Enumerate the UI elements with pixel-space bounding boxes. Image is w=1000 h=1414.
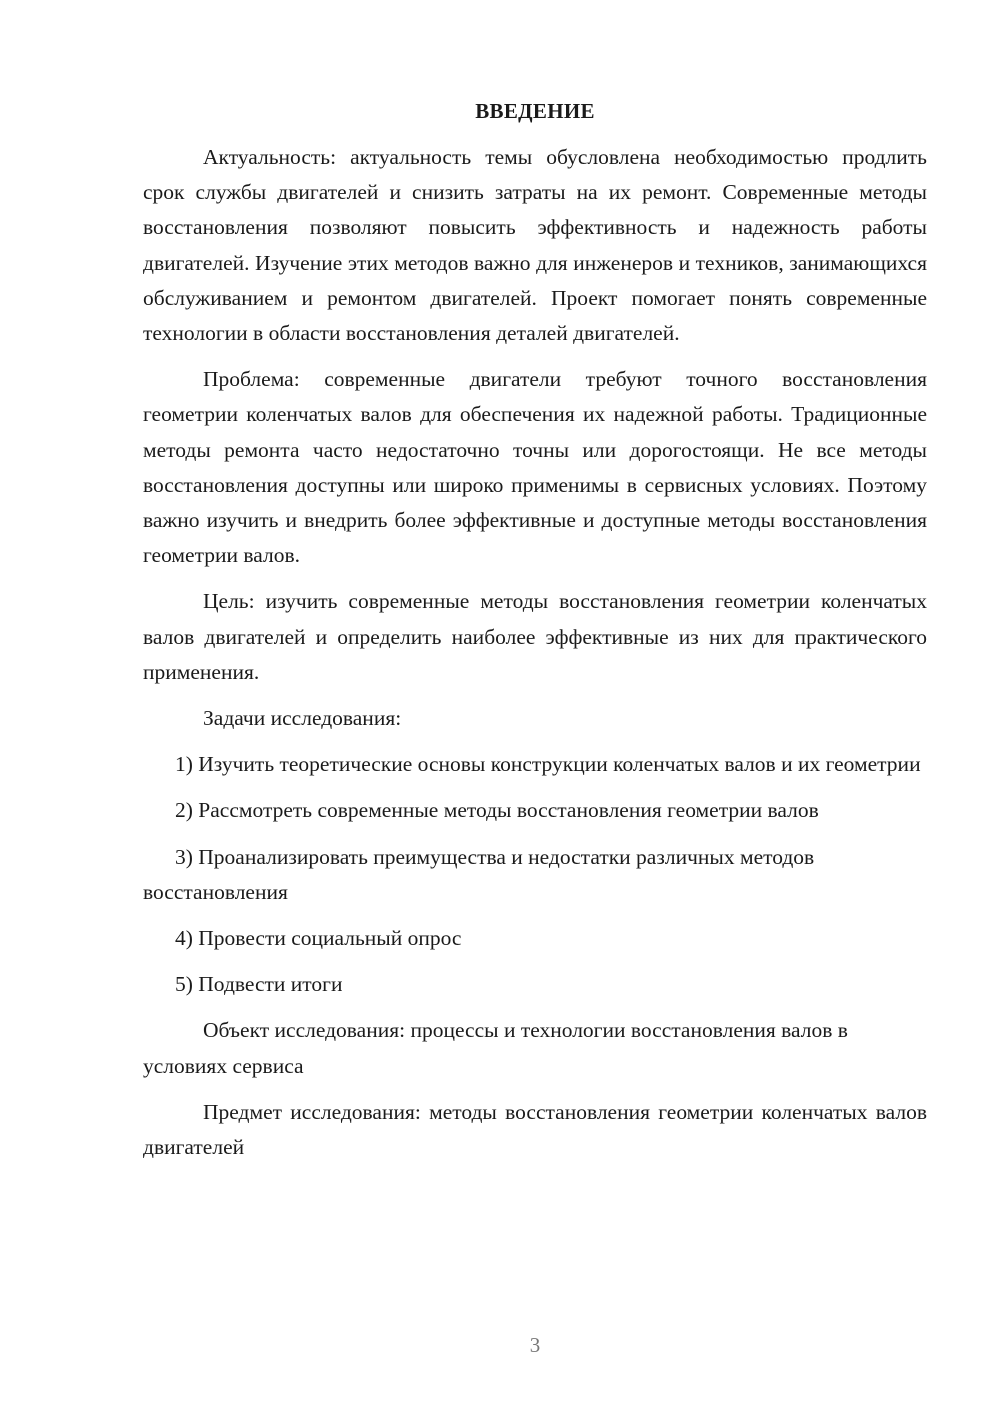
- paragraph-object: Объект исследования: процессы и технологии восстановления валов в условиях сервиса: [143, 1018, 848, 1078]
- task-item-1: 1) Изучить теоретические основы конструкции коленчатых валов и их геометрии: [175, 752, 921, 777]
- task-item-2: 2) Рассмотреть современные методы восстановления геометрии валов: [175, 798, 819, 823]
- paragraph-relevance: Актуальность: актуальность темы обусловлена необходимостью продлить срок службы двигателей и снизить затраты на их ремонт. Современные методы восстановления позволяют повысить эффективность и надежность работы двигателей. Изучение этих методов важно для инженеров и техников, занимающихся обслуживанием и ремонтом двигателей. Проект помогает понять современные технологии в области восстановления деталей двигателей.: [143, 145, 927, 346]
- section-title: ВВЕДЕНИЕ: [475, 99, 595, 123]
- task-item-3: 3) Проанализировать преимущества и недостатки различных методов восстановления: [143, 844, 815, 904]
- paragraph-subject: Предмет исследования: методы восстановления геометрии коленчатых валов двигателей: [143, 1099, 927, 1160]
- task-item-5: 5) Подвести итоги: [175, 972, 343, 997]
- paragraph-goal: Цель: изучить современные методы восстановления геометрии коленчатых валов двигателей и определить наиболее эффективные из них для практического применения.: [143, 589, 927, 684]
- tasks-heading: Задачи исследования:: [203, 706, 402, 731]
- task-item-4: 4) Провести социальный опрос: [175, 926, 462, 951]
- page-content: [143, 94, 927, 1176]
- page-number: 3: [529, 1333, 541, 1357]
- paragraph-problem: Проблема: современные двигатели требуют точного восстановления геометрии коленчатых валов для обеспечения их надежной работы. Традиционные методы ремонта часто недостаточно точны или дорогостоящи. Не все методы восстановления доступны или широко применимы в сервисных условиях. Поэтому важно изучить и внедрить более эффективные и доступные методы восстановления геометрии валов.: [143, 367, 927, 568]
